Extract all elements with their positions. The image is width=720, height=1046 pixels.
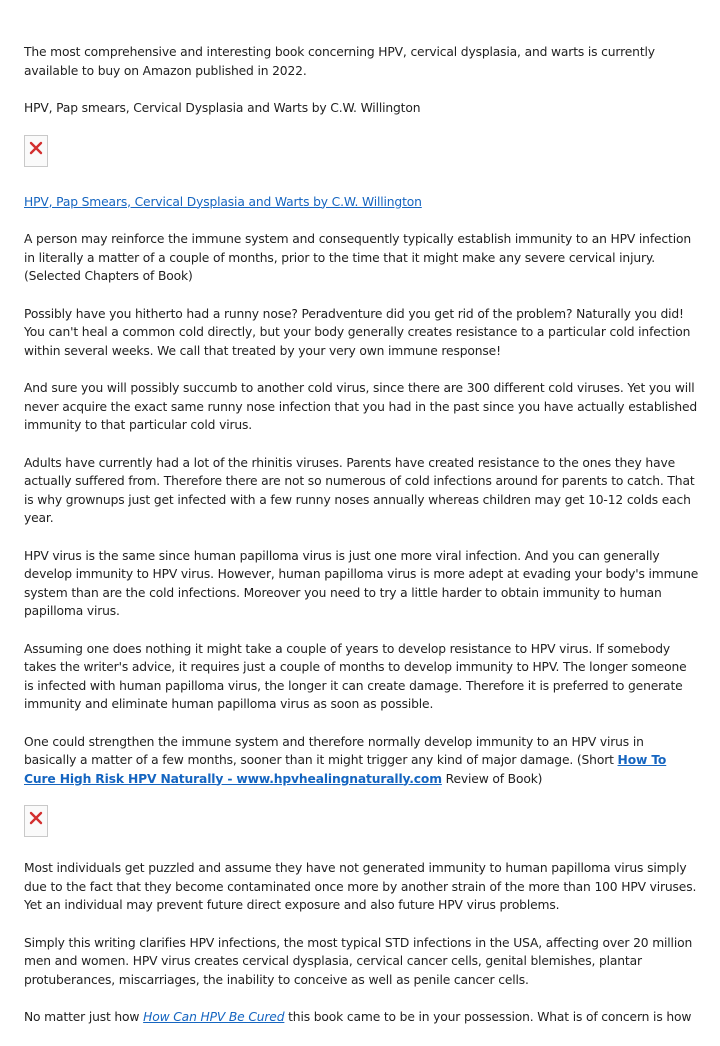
paragraph-possession-text: No matter just how [24, 1010, 144, 1024]
paragraph-immune-intro: A person may reinforce the immune system and consequently typically establish immunity to an HPV infection in literally a matter of a couple of months, prior to the time that it might make any severe cervical injury. (Selected Chapters of Book) [24, 232, 691, 283]
broken-image-icon[interactable] [24, 805, 48, 837]
how-can-hpv-be-cured-link[interactable]: How Can HPV Be Cured [143, 1010, 285, 1024]
broken-image-icon[interactable] [24, 135, 48, 167]
paragraph-runny-nose: Possibly have you hitherto had a runny nose? Peradventure did you get rid of the problem? Naturally you did! You can't heal a common cold directly, but your body generally creates resistance to a particular cold infection within several weeks. We call that treated by your very own immune response! [24, 306, 691, 358]
paragraph-cold-virus: And sure you will possibly succumb to another cold virus, since there are 300 different cold viruses. Yet you will never acquire the exact same runny nose infection that you had in the past since you have actually established immunity to that particular cold virus. [24, 381, 698, 432]
paragraph-intro: The most comprehensive and interesting book concerning HPV, cervical dysplasia, and warts is currently available to buy on Amazon published in 2022. [24, 45, 655, 78]
paragraph-puzzled: Most individuals get puzzled and assume they have not generated immunity to human papilloma virus simply due to the fact that they become contaminated once more by another strain of the more than 100 HPV viruses. Yet an individual may prevent future direct exposure and also future HPV virus problems. [24, 861, 697, 912]
paragraph-rhinitis: Adults have currently had a lot of the rhinitis viruses. Parents have created resistance to the ones they have actually suffered from. Therefore there are not so numerous of cold infections around for parents to catch. That is why grownups just get infected with a few runny noses annually whereas children may get 10-12 colds each year. [24, 455, 695, 525]
paragraph-strengthen [24, 733, 699, 789]
paragraph-strengthen-tail: Review of Book) [441, 771, 543, 786]
broken-x-icon [29, 141, 43, 155]
paragraph-book-link [24, 193, 699, 212]
paragraph-possession [24, 1008, 699, 1027]
paragraph-std: Simply this writing clarifies HPV infections, the most typical STD infections in the USA, affecting over 20 million men and women. HPV virus creates cervical dysplasia, cervical cancer cells, genital blemishes, plantar protuberances, miscarriages, the inability to conceive as well as penile cancer cells. [24, 935, 693, 987]
hpv-healing-link[interactable]: How To Cure High Risk HPV Naturally - www.hpvhealingnaturally.com [24, 753, 667, 786]
paragraph-strengthen-text: One could strengthen the immune system and therefore normally develop immunity to an HPV virus in basically a matter of a few months, sooner than it might trigger any kind of major damage. (Short [24, 734, 644, 767]
paragraph-resistance: Assuming one does nothing it might take a couple of years to develop resistance to HPV virus. If somebody takes the writer's advice, it requires just a couple of months to develop immunity to HPV. The longer someone is infected with human papilloma virus, the longer it can create damage. Therefore it is preferred to generate immunity and eliminate human papilloma virus as soon as possible. [24, 641, 687, 711]
book-title-link[interactable]: HPV, Pap Smears, Cervical Dysplasia and Warts by C.W. Willington [24, 194, 422, 209]
article-body [24, 43, 699, 1046]
broken-x-icon [29, 811, 43, 825]
paragraph-possession-tail: this book came to be in your possession. What is of concern is how [284, 1010, 692, 1024]
paragraph-book-title: HPV, Pap smears, Cervical Dysplasia and Warts by C.W. Willington [24, 101, 421, 115]
paragraph-hpv-same: HPV virus is the same since human papilloma virus is just one more viral infection. And you can generally develop immunity to HPV virus. However, human papilloma virus is more adept at evading your body's immune system than are the cold infections. Moreover you need to try a little harder to obtain immunity to human papilloma virus. [24, 548, 699, 618]
